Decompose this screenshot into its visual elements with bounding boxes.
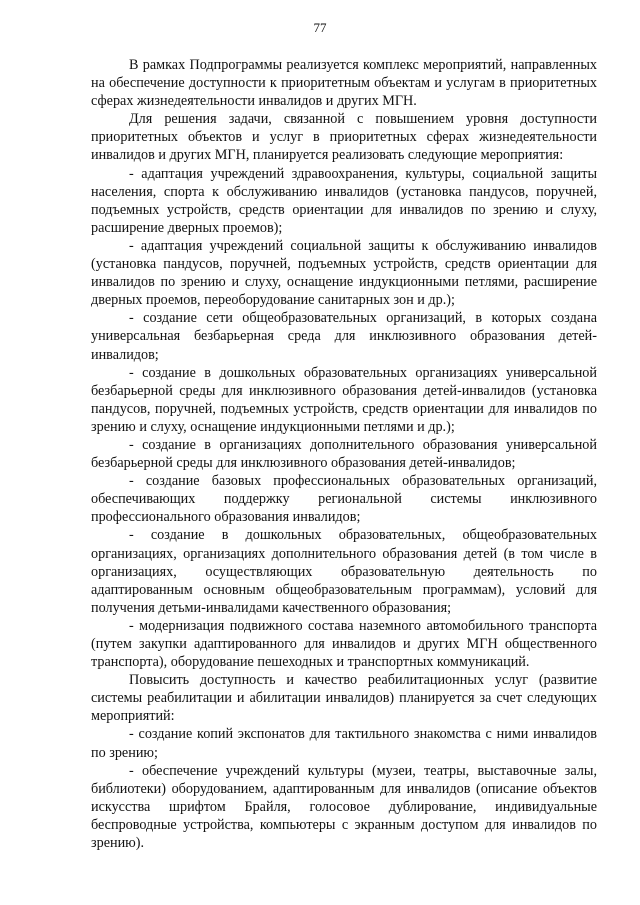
list-item: - модернизация подвижного состава наземного автомобильного транспорта (путем закупки адаптированного для инвалидов и других МГН общественного транспорта), оборудование пешеходных и транспортных коммуникаций. [91, 617, 597, 671]
list-item: - адаптация учреждений здравоохранения, культуры, социальной защиты населения, спорта к обслуживанию инвалидов (установка пандусов, поручней, подъемных устройств, средств ориентации для инвалидов по зрению и слуху, расширение дверных проемов); [91, 165, 597, 236]
list-item: - создание в дошкольных образовательных организациях универсальной безбарьерной среды для инклюзивного образования детей-инвалидов (установка пандусов, поручней, подъемных устройств, средств ориентации для инвалидов по зрению и слуху, оснащение индукционными петлями и др.); [91, 364, 597, 435]
list-item: - создание базовых профессиональных образовательных организаций, обеспечивающих поддержку региональной системы инклюзивного профессионального образования инвалидов; [91, 473, 597, 526]
list-item: - обеспечение учреждений культуры (музеи, театры, выставочные залы, библиотеки) оборудованием, адаптированным для инвалидов (описание объектов искусства шрифтом Брайля, голосовое дублирование, индивидуальные беспроводные устройства, компьютеры с экранным доступом для инвалидов по зрению). [91, 762, 597, 852]
list-item: - создание в дошкольных образовательных, общеобразовательных организациях, организациях дополнительного образования детей (в том числе в организациях, осуществляющих образовательную деятельность по адаптированным основным общеобразовательным программам), условий для получения детьми-инвалидами качественного образования; [91, 527, 597, 616]
list-item: - создание копий экспонатов для тактильного знакомства с ними инвалидов по зрению; [91, 726, 597, 761]
paragraph: Для решения задачи, связанной с повышением уровня доступности приоритетных объектов и услуг в приоритетных сферах жизнедеятельности инвалидов и других МГН, планируется реализовать следующие мероприятия: [91, 111, 597, 164]
paragraph: В рамках Подпрограммы реализуется комплекс мероприятий, направленных на обеспечение доступности к приоритетным объектам и услугам в приоритетных сферах жизнедеятельности инвалидов и других МГН. [91, 57, 597, 110]
document-body [91, 56, 597, 852]
page-number: 77 [313, 20, 327, 35]
list-item: - создание сети общеобразовательных организаций, в которых создана универсальная безбарьерная среда для инклюзивного образования детей-инвалидов; [91, 310, 597, 363]
list-item: - создание в организациях дополнительного образования универсальной безбарьерной среды для инклюзивного образования детей-инвалидов; [91, 436, 597, 472]
list-item: - адаптация учреждений социальной защиты к обслуживанию инвалидов (установка пандусов, поручней, подъемных устройств, средств ориентации для инвалидов по зрению и слуху, оснащение индукционными петлями, расширение дверных проемов, переоборудование санитарных зон и др.); [91, 237, 597, 309]
paragraph: Повысить доступность и качество реабилитационных услуг (развитие системы реабилитации и абилитации инвалидов) планируется за счет следующих мероприятий: [91, 672, 597, 725]
